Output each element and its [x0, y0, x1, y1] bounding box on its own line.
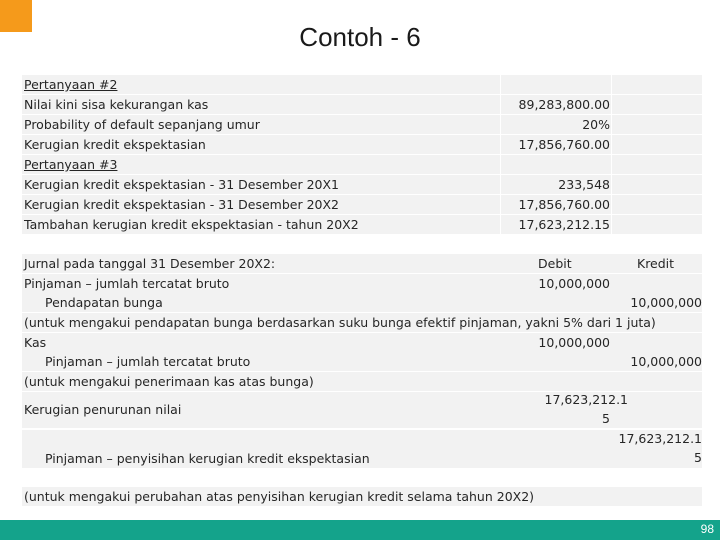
- debit-amount: 10,000,000: [538, 335, 610, 350]
- row-label: Tambahan kerugian kredit ekspektasian - tahun 20X2: [24, 217, 359, 232]
- table-row: [22, 155, 702, 174]
- credit-amount: 17,623,212.1: [618, 431, 702, 446]
- credit-header: Kredit: [637, 256, 675, 271]
- row-value: 89,283,800.00: [518, 97, 610, 112]
- credit-amount: 10,000,000: [630, 295, 702, 310]
- journal-account: Pinjaman – penyisihan kerugian kredit ekspektasian: [45, 451, 370, 466]
- credit-amount-continued: 5: [694, 450, 702, 465]
- row-value: 233,548: [558, 177, 610, 192]
- row-label: Kerugian kredit ekspektasian - 31 Desember 20X1: [24, 177, 339, 192]
- row-value: 20%: [582, 117, 610, 132]
- journal-account: Pinjaman – jumlah tercatat bruto: [24, 276, 230, 291]
- journal-account: Kerugian penurunan nilai: [24, 402, 182, 417]
- column-divider: [611, 73, 612, 234]
- debit-amount: 10,000,000: [538, 276, 610, 291]
- journal-account: Kas: [24, 335, 47, 350]
- debit-amount: 17,623,212.1: [544, 392, 628, 407]
- journal-note: (untuk mengakui pendapatan bunga berdasarkan suku bunga efektif pinjaman, yakni 5% dari 1 juta): [24, 315, 656, 330]
- journal-note: (untuk mengakui penerimaan kas atas bunga): [24, 374, 314, 389]
- row-label: Kerugian kredit ekspektasian - 31 Desember 20X2: [24, 197, 339, 212]
- table-row: [22, 75, 702, 94]
- journal-note: (untuk mengakui perubahan atas penyisihan kerugian kredit selama tahun 20X2): [24, 489, 535, 504]
- column-divider: [500, 73, 501, 234]
- credit-amount: 10,000,000: [630, 354, 702, 369]
- row-value: 17,623,212.15: [518, 217, 610, 232]
- journal-heading: Jurnal pada tanggal 31 Desember 20X2:: [24, 256, 276, 271]
- journal-account: Pendapatan bunga: [45, 295, 163, 310]
- row-label: Probability of default sepanjang umur: [24, 117, 260, 132]
- question-3-heading: Pertanyaan #3: [24, 157, 118, 172]
- question-2-heading: Pertanyaan #2: [24, 77, 118, 92]
- row-value: 17,856,760.00: [518, 197, 610, 212]
- footer-bar: [0, 520, 720, 540]
- page-number: 98: [700, 522, 714, 536]
- debit-amount-continued: 5: [602, 411, 610, 426]
- row-label: Kerugian kredit ekspektasian: [24, 137, 206, 152]
- journal-account: Pinjaman – jumlah tercatat bruto: [45, 354, 251, 369]
- debit-header: Debit: [538, 256, 572, 271]
- page-title: Contoh - 6: [299, 22, 421, 52]
- row-value: 17,856,760.00: [518, 137, 610, 152]
- row-label: Nilai kini sisa kekurangan kas: [24, 97, 209, 112]
